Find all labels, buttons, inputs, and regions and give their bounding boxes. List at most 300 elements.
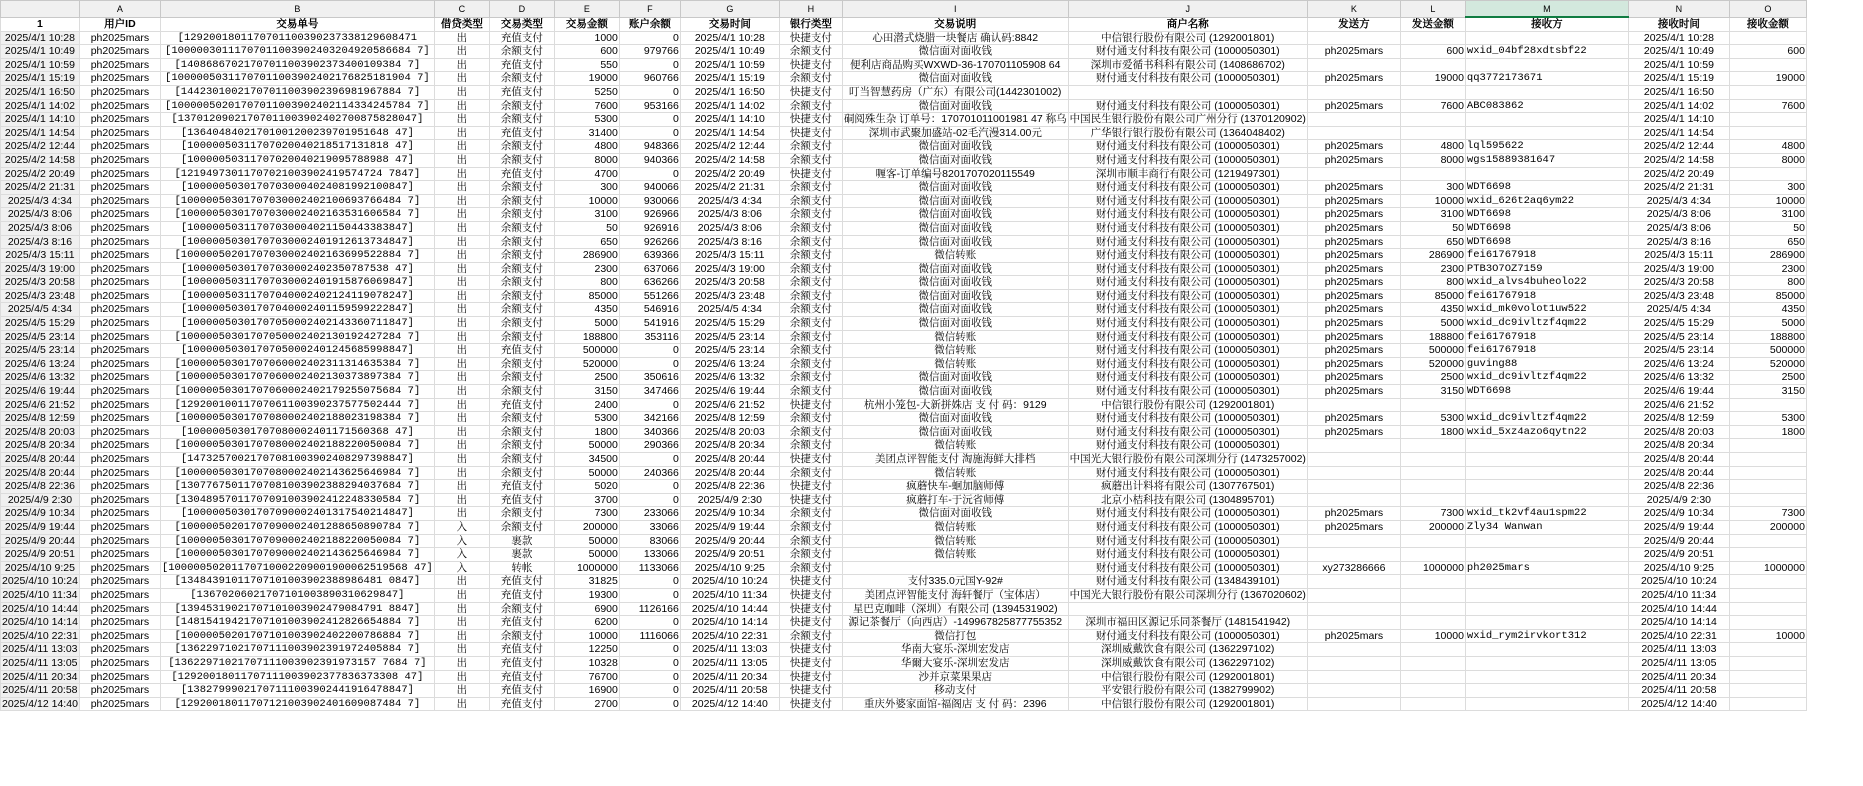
cell-k[interactable]: ph2025mars — [1307, 221, 1400, 235]
cell-f[interactable]: 541916 — [619, 317, 680, 331]
cell-j[interactable]: 财付通支付科技有限公司 (1000050301) — [1068, 385, 1307, 399]
cell-e[interactable]: 1800 — [554, 425, 619, 439]
cell-j[interactable]: 财付通支付科技有限公司 (1000050301) — [1068, 181, 1307, 195]
cell-l[interactable]: 85000 — [1400, 289, 1465, 303]
cell-l[interactable] — [1400, 453, 1465, 467]
cell-o[interactable] — [1729, 85, 1806, 99]
cell-m[interactable] — [1465, 85, 1628, 99]
cell-b[interactable]: [12194973011707021003902419574724 7847] — [160, 167, 434, 181]
cell-i[interactable]: 深圳市武聚加盛站-02毛汽漫314.00元 — [842, 126, 1068, 140]
cell-h[interactable]: 余额支付 — [779, 45, 842, 59]
cell-a[interactable]: ph2025mars — [79, 480, 160, 494]
cell-m[interactable] — [1465, 126, 1628, 140]
cell-c[interactable]: 出 — [434, 398, 489, 412]
cell-d[interactable]: 充值支付 — [489, 575, 554, 589]
cell-l[interactable] — [1400, 656, 1465, 670]
cell-h[interactable]: 余额支付 — [779, 289, 842, 303]
row-number[interactable]: 2025/4/11 13:05 — [2, 656, 78, 669]
cell-j[interactable]: 财付通支付科技有限公司 (1000050301) — [1068, 561, 1307, 575]
cell-e[interactable]: 5300 — [554, 412, 619, 426]
cell-f[interactable]: 637066 — [619, 262, 680, 276]
cell-c[interactable]: 出 — [434, 45, 489, 59]
cell-d[interactable]: 余额支付 — [489, 194, 554, 208]
column-header-e[interactable]: E — [554, 1, 619, 18]
cell-d[interactable]: 余额支付 — [489, 249, 554, 263]
cell-l[interactable]: 50 — [1400, 221, 1465, 235]
cell-a[interactable]: ph2025mars — [79, 684, 160, 698]
row-number[interactable]: 1 — [1, 17, 80, 31]
cell-o[interactable] — [1729, 466, 1806, 480]
cell-m[interactable]: Zly34 Wanwan — [1465, 520, 1628, 534]
cell-c[interactable]: 出 — [434, 439, 489, 453]
cell-i[interactable]: 微信面对面收钱 — [842, 507, 1068, 521]
cell-l[interactable] — [1400, 534, 1465, 548]
cell-e[interactable]: 85000 — [554, 289, 619, 303]
cell-f[interactable]: 0 — [619, 493, 680, 507]
cell-a[interactable]: ph2025mars — [79, 616, 160, 630]
cell-i[interactable]: 微信转账 — [842, 330, 1068, 344]
cell-c[interactable]: 出 — [434, 697, 489, 711]
cell-g[interactable]: 2025/4/5 4:34 — [680, 303, 779, 317]
cell-c[interactable]: 出 — [434, 235, 489, 249]
cell-l[interactable] — [1400, 113, 1465, 127]
cell-d[interactable]: 余额支付 — [489, 330, 554, 344]
cell-l[interactable] — [1400, 85, 1465, 99]
cell-d[interactable]: 余额支付 — [489, 140, 554, 154]
cell-m[interactable]: WDT6698 — [1465, 221, 1628, 235]
cell-c[interactable]: 出 — [434, 357, 489, 371]
cell-j[interactable] — [1068, 602, 1307, 616]
cell-m[interactable] — [1465, 58, 1628, 72]
cell-h[interactable]: 余额支付 — [779, 99, 842, 113]
cell-j[interactable]: 财付通支付科技有限公司 (1000050301) — [1068, 194, 1307, 208]
cell-n[interactable]: 2025/4/2 21:31 — [1628, 181, 1729, 195]
cell-n[interactable]: 2025/4/2 20:49 — [1628, 167, 1729, 181]
cell-e[interactable]: 286900 — [554, 249, 619, 263]
row-number[interactable]: 2025/4/11 20:34 — [2, 670, 78, 683]
cell-d[interactable]: 余额支付 — [489, 602, 554, 616]
cell-o[interactable] — [1729, 588, 1806, 602]
cell-j[interactable]: 财付通支付科技有限公司 (1000050301) — [1068, 221, 1307, 235]
cell-n[interactable]: 2025/4/8 20:44 — [1628, 453, 1729, 467]
cell-o[interactable] — [1729, 684, 1806, 698]
cell-d[interactable]: 充值支付 — [489, 344, 554, 358]
cell-c[interactable]: 出 — [434, 140, 489, 154]
cell-o[interactable]: 300 — [1729, 181, 1806, 195]
cell-c[interactable]: 出 — [434, 167, 489, 181]
cell-f[interactable]: 83066 — [619, 534, 680, 548]
cell-a[interactable]: ph2025mars — [79, 371, 160, 385]
cell-b[interactable]: [13622971021707111003902391972405884 7] — [160, 643, 434, 657]
cell-o[interactable]: 4350 — [1729, 303, 1806, 317]
cell-f[interactable]: 979766 — [619, 45, 680, 59]
cell-b[interactable]: [10000050311707030002401915876069847] — [160, 276, 434, 290]
cell-c[interactable]: 出 — [434, 507, 489, 521]
cell-d[interactable]: 余额支付 — [489, 507, 554, 521]
cell-j[interactable]: 财付通支付科技有限公司 (1000050301) — [1068, 249, 1307, 263]
cell-b[interactable]: [13640484021701001200239701951648 47] — [160, 126, 434, 140]
cell-e[interactable]: 4350 — [554, 303, 619, 317]
cell-k[interactable] — [1307, 588, 1400, 602]
cell-g[interactable]: 2025/4/8 22:36 — [680, 480, 779, 494]
cell-d[interactable]: 余额支付 — [489, 317, 554, 331]
row-number[interactable]: 2025/4/10 9:25 — [1, 561, 80, 575]
cell-k[interactable] — [1307, 670, 1400, 684]
cell-f[interactable]: 0 — [619, 656, 680, 670]
cell-o[interactable] — [1729, 126, 1806, 140]
cell-c[interactable]: 出 — [434, 385, 489, 399]
cell-e[interactable]: 6200 — [554, 616, 619, 630]
cell-i[interactable]: 微信转账 — [842, 357, 1068, 371]
table-row[interactable] — [1, 208, 1807, 222]
cell-a[interactable]: ph2025mars — [79, 548, 160, 562]
cell-h[interactable]: 余额支付 — [779, 181, 842, 195]
cell-h[interactable]: 余额支付 — [779, 221, 842, 235]
cell-l[interactable] — [1400, 439, 1465, 453]
cell-o[interactable] — [1729, 439, 1806, 453]
cell-f[interactable]: 33066 — [619, 520, 680, 534]
table-row[interactable] — [1, 629, 1807, 643]
cell-k[interactable]: ph2025mars — [1307, 357, 1400, 371]
cell-m[interactable] — [1465, 616, 1628, 630]
row-number[interactable]: 2025/4/8 20:44 — [1, 466, 80, 480]
cell-j[interactable]: 财付通支付科技有限公司 (1000050301) — [1068, 303, 1307, 317]
cell-b[interactable]: [13484391011707101003902388986481 0847] — [160, 575, 434, 589]
cell-h[interactable]: 快捷支付 — [779, 616, 842, 630]
cell-i[interactable]: 叮当智慧药房（广东）有限公司(1442301002) — [842, 85, 1068, 99]
cell-k[interactable]: ph2025mars — [1307, 330, 1400, 344]
cell-g[interactable]: 2025/4/3 4:34 — [680, 194, 779, 208]
cell-h[interactable]: 余额支付 — [779, 140, 842, 154]
cell-a[interactable]: ph2025mars — [79, 235, 160, 249]
cell-e[interactable]: 31825 — [554, 575, 619, 589]
cell-b[interactable]: [10000050201707011003902402114334245784 7] — [160, 99, 434, 113]
cell-j[interactable]: 财付通支付科技有限公司 (1000050301) — [1068, 629, 1307, 643]
column-header-b[interactable]: B — [160, 1, 434, 18]
cell-h[interactable]: 余额支付 — [779, 561, 842, 575]
cell-e[interactable]: 31400 — [554, 126, 619, 140]
cell-f[interactable]: 940366 — [619, 153, 680, 167]
cell-i[interactable]: 微信面对面收钱 — [842, 194, 1068, 208]
cell-a[interactable]: ph2025mars — [79, 330, 160, 344]
cell-i[interactable]: 微信面对面收钱 — [842, 99, 1068, 113]
cell-d[interactable]: 余额支付 — [489, 303, 554, 317]
cell-b[interactable]: [10000050201707090002401288650890784 7] — [160, 520, 434, 534]
cell-b[interactable]: [10000050301707050002401245685998847] — [160, 344, 434, 358]
cell-o[interactable] — [1729, 575, 1806, 589]
cell-h[interactable]: 余额支付 — [779, 208, 842, 222]
cell-l[interactable]: 10000 — [1400, 629, 1465, 643]
cell-g[interactable]: 2025/4/1 15:19 — [680, 72, 779, 86]
cell-g[interactable]: 2025/4/3 8:16 — [680, 235, 779, 249]
cell-l[interactable]: 5300 — [1400, 412, 1465, 426]
cell-e[interactable]: 12250 — [554, 643, 619, 657]
cell-m[interactable] — [1465, 113, 1628, 127]
cell-o[interactable] — [1729, 58, 1806, 72]
cell-f[interactable]: 930066 — [619, 194, 680, 208]
cell-g[interactable]: 2025/4/2 21:31 — [680, 181, 779, 195]
cell-a[interactable]: ph2025mars — [79, 507, 160, 521]
row-number[interactable]: 2025/4/5 23:14 — [1, 344, 80, 358]
cell-c[interactable]: 出 — [434, 221, 489, 235]
cell-h[interactable]: 余额支付 — [779, 330, 842, 344]
table-row[interactable] — [1, 520, 1807, 534]
cell-g[interactable]: 2025/4/1 16:50 — [680, 85, 779, 99]
cell-n[interactable]: 2025/4/3 4:34 — [1628, 194, 1729, 208]
table-row[interactable] — [1, 249, 1807, 263]
cell-g[interactable]: 2025/4/10 10:24 — [680, 575, 779, 589]
cell-c[interactable]: 出 — [434, 480, 489, 494]
cell-h[interactable]: 余额支付 — [779, 425, 842, 439]
cell-g[interactable]: 2025/4/1 14:54 — [680, 126, 779, 140]
cell-j[interactable]: 平安银行股份有限公司 (1382799902) — [1068, 684, 1307, 698]
cell-a[interactable]: ph2025mars — [79, 58, 160, 72]
cell-m[interactable]: ABC083862 — [1465, 99, 1628, 113]
cell-b[interactable]: [10000050301707080002401171560368 47] — [160, 425, 434, 439]
cell-a[interactable]: ph2025mars — [79, 85, 160, 99]
cell-d[interactable]: 余额支付 — [489, 289, 554, 303]
cell-d[interactable]: 余额支付 — [489, 453, 554, 467]
cell-g[interactable]: 2025/4/6 13:24 — [680, 357, 779, 371]
row-number[interactable]: 2025/4/6 13:32 — [1, 371, 80, 385]
cell-e[interactable]: 520000 — [554, 357, 619, 371]
cell-i[interactable]: 微信转账 — [842, 534, 1068, 548]
cell-f[interactable]: 0 — [619, 697, 680, 711]
cell-i[interactable]: 微信面对面收钱 — [842, 289, 1068, 303]
cell-o[interactable]: 7600 — [1729, 99, 1806, 113]
cell-j[interactable]: 北京小桔科技有限公司 (1304895701) — [1068, 493, 1307, 507]
cell-b[interactable]: [10000050301707050002402130192427284 7] — [160, 330, 434, 344]
cell-i[interactable]: 微信面对面收钱 — [842, 371, 1068, 385]
row-number[interactable]: 2025/4/2 21:31 — [1, 181, 80, 195]
cell-n[interactable]: 2025/4/3 8:06 — [1628, 221, 1729, 235]
cell-e[interactable]: 10000 — [554, 194, 619, 208]
cell-g[interactable]: 2025/4/10 14:44 — [680, 602, 779, 616]
cell-j[interactable]: 财付通支付科技有限公司 (1348439101) — [1068, 575, 1307, 589]
cell-o[interactable] — [1729, 656, 1806, 670]
cell-k[interactable]: ph2025mars — [1307, 262, 1400, 276]
cell-g[interactable]: 2025/4/3 23:48 — [680, 289, 779, 303]
table-row[interactable] — [1, 575, 1807, 589]
cell-k[interactable]: ph2025mars — [1307, 276, 1400, 290]
cell-b[interactable]: [10000050301707050002402143360711847] — [160, 317, 434, 331]
cell-n[interactable]: 2025/4/6 13:32 — [1628, 371, 1729, 385]
cell-b[interactable]: [14423010021707011003902396981967884 7] — [160, 85, 434, 99]
cell-i[interactable]: 便利店商品购买WXWD-36-170701105908 64 — [842, 58, 1068, 72]
cell-h[interactable]: 快捷支付 — [779, 31, 842, 45]
cell-h[interactable]: 余额支付 — [779, 520, 842, 534]
cell-f[interactable]: 0 — [619, 643, 680, 657]
cell-f[interactable]: 1126166 — [619, 602, 680, 616]
cell-c[interactable]: 出 — [434, 643, 489, 657]
table-row[interactable] — [1, 113, 1807, 127]
cell-c[interactable]: 出 — [434, 126, 489, 140]
cell-m[interactable] — [1465, 684, 1628, 698]
cell-n[interactable]: 2025/4/3 15:11 — [1628, 249, 1729, 263]
cell-f[interactable]: 0 — [619, 58, 680, 72]
cell-j[interactable]: 财付通支付科技有限公司 (1000050301) — [1068, 507, 1307, 521]
cell-b[interactable]: [12920010011707061100390237577502444 7] — [160, 398, 434, 412]
table-row[interactable] — [1, 670, 1807, 684]
table-row[interactable] — [1, 276, 1807, 290]
cell-n[interactable]: 2025/4/3 23:48 — [1628, 289, 1729, 303]
cell-h[interactable]: 快捷支付 — [779, 453, 842, 467]
cell-l[interactable] — [1400, 398, 1465, 412]
row-number[interactable]: 2025/4/5 15:29 — [1, 317, 80, 331]
cell-c[interactable]: 出 — [434, 181, 489, 195]
cell-l[interactable] — [1400, 575, 1465, 589]
cell-c[interactable]: 出 — [434, 276, 489, 290]
cell-h[interactable]: 快捷支付 — [779, 398, 842, 412]
cell-i[interactable]: 星巴克咖啡（深圳）有限公司 (1394531902) — [842, 602, 1068, 616]
table-row[interactable] — [1, 412, 1807, 426]
cell-l[interactable]: 3100 — [1400, 208, 1465, 222]
cell-c[interactable]: 出 — [434, 493, 489, 507]
table-row[interactable] — [1, 235, 1807, 249]
cell-o[interactable]: 3100 — [1729, 208, 1806, 222]
cell-a[interactable]: ph2025mars — [79, 453, 160, 467]
cell-k[interactable]: ph2025mars — [1307, 385, 1400, 399]
cell-b[interactable]: [10000050301707090002402188220050084 7] — [160, 534, 434, 548]
cell-d[interactable]: 充值支付 — [489, 31, 554, 45]
cell-j[interactable]: 深圳市福田区源记乐同茶餐厅 (1481541942) — [1068, 616, 1307, 630]
cell-n[interactable]: 2025/4/8 20:44 — [1628, 466, 1729, 480]
row-number[interactable]: 2025/4/2 12:44 — [1, 140, 80, 154]
cell-c[interactable]: 出 — [434, 412, 489, 426]
cell-m[interactable]: wxid_5xz4azo6qytn22 — [1465, 425, 1628, 439]
cell-c[interactable]: 入 — [434, 548, 489, 562]
cell-k[interactable] — [1307, 31, 1400, 45]
cell-f[interactable]: 1133066 — [619, 561, 680, 575]
cell-d[interactable]: 充值支付 — [489, 588, 554, 602]
cell-j[interactable]: 深圳威戴饮食有限公司 (1362297102) — [1068, 643, 1307, 657]
row-number[interactable]: 2025/4/2 20:49 — [1, 167, 80, 181]
cell-f[interactable]: 0 — [619, 588, 680, 602]
cell-c[interactable]: 出 — [434, 249, 489, 263]
row-number[interactable]: 2025/4/6 21:52 — [1, 398, 80, 412]
cell-d[interactable]: 余额支付 — [489, 412, 554, 426]
cell-g[interactable]: 2025/4/8 20:44 — [680, 453, 779, 467]
cell-n[interactable]: 2025/4/10 14:14 — [1628, 616, 1729, 630]
cell-h[interactable]: 快捷支付 — [779, 575, 842, 589]
row-number[interactable]: 2025/4/11 13:03 — [2, 643, 78, 656]
cell-o[interactable]: 85000 — [1729, 289, 1806, 303]
cell-c[interactable]: 出 — [434, 616, 489, 630]
cell-j[interactable]: 中信银行股份有限公司 (1292001801) — [1068, 398, 1307, 412]
cell-o[interactable]: 500000 — [1729, 344, 1806, 358]
cell-n[interactable]: 2025/4/2 14:58 — [1628, 153, 1729, 167]
table-row[interactable] — [1, 588, 1807, 602]
cell-j[interactable]: 财付通支付科技有限公司 (1000050301) — [1068, 153, 1307, 167]
cell-n[interactable]: 2025/4/11 20:34 — [1628, 670, 1729, 684]
cell-o[interactable]: 7300 — [1729, 507, 1806, 521]
row-number[interactable]: 2025/4/3 8:16 — [1, 235, 80, 249]
cell-o[interactable]: 2300 — [1729, 262, 1806, 276]
cell-k[interactable]: ph2025mars — [1307, 507, 1400, 521]
cell-o[interactable]: 650 — [1729, 235, 1806, 249]
table-row[interactable] — [1, 643, 1807, 657]
cell-n[interactable]: 2025/4/8 22:36 — [1628, 480, 1729, 494]
cell-i[interactable]: 疯蘑打车-于沅省师傅 — [842, 493, 1068, 507]
cell-i[interactable]: 微信面对面收钱 — [842, 276, 1068, 290]
cell-e[interactable]: 800 — [554, 276, 619, 290]
cell-c[interactable]: 出 — [434, 31, 489, 45]
table-row[interactable] — [1, 330, 1807, 344]
cell-c[interactable]: 入 — [434, 534, 489, 548]
cell-f[interactable]: 353116 — [619, 330, 680, 344]
cell-e[interactable]: 76700 — [554, 670, 619, 684]
cell-a[interactable]: ph2025mars — [79, 181, 160, 195]
cell-h[interactable]: 余额支付 — [779, 385, 842, 399]
cell-b[interactable]: [10000050301707060002402179255075684 7] — [160, 385, 434, 399]
column-header-i[interactable]: I — [842, 1, 1068, 18]
cell-j[interactable]: 财付通支付科技有限公司 (1000050301) — [1068, 99, 1307, 113]
cell-j[interactable]: 中国光大银行股份有限公司深圳分行 (1473257002) — [1069, 453, 1306, 465]
cell-g[interactable]: 2025/4/1 14:10 — [680, 113, 779, 127]
cell-d[interactable]: 余额支付 — [489, 181, 554, 195]
cell-o[interactable] — [1729, 113, 1806, 127]
cell-m[interactable] — [1465, 480, 1628, 494]
table-row[interactable] — [1, 58, 1807, 72]
cell-m[interactable]: wxid_rym2irvkort312 — [1465, 629, 1628, 643]
cell-f[interactable]: 0 — [619, 126, 680, 140]
cell-f[interactable]: 948366 — [619, 140, 680, 154]
cell-f[interactable]: 0 — [619, 616, 680, 630]
cell-i[interactable]: 美团点评智能支付 淘施海鲜大排档 — [842, 453, 1068, 467]
cell-f[interactable]: 133066 — [619, 548, 680, 562]
cell-k[interactable] — [1307, 602, 1400, 616]
table-row[interactable] — [1, 398, 1807, 412]
cell-n[interactable]: 2025/4/8 12:59 — [1628, 412, 1729, 426]
cell-m[interactable]: guving88 — [1465, 357, 1628, 371]
row-number[interactable]: 2025/4/3 19:00 — [1, 262, 80, 276]
cell-d[interactable]: 余额支付 — [489, 425, 554, 439]
cell-m[interactable] — [1465, 493, 1628, 507]
cell-k[interactable] — [1307, 656, 1400, 670]
cell-o[interactable] — [1729, 548, 1806, 562]
cell-b[interactable]: [10000050311707020040219095788988 47] — [160, 153, 434, 167]
cell-m[interactable] — [1465, 575, 1628, 589]
cell-o[interactable]: 8000 — [1729, 153, 1806, 167]
cell-f[interactable]: 926916 — [619, 221, 680, 235]
cell-l[interactable] — [1400, 466, 1465, 480]
select-all-corner[interactable] — [1, 1, 80, 18]
cell-h[interactable]: 余额支付 — [779, 249, 842, 263]
cell-l[interactable]: 10000 — [1400, 194, 1465, 208]
cell-c[interactable]: 出 — [434, 72, 489, 86]
cell-m[interactable] — [1465, 602, 1628, 616]
cell-g[interactable]: 2025/4/1 14:02 — [680, 99, 779, 113]
cell-k[interactable]: ph2025mars — [1307, 45, 1400, 59]
cell-b[interactable]: [14732570021707081003902408297398847] — [160, 453, 434, 467]
cell-e[interactable]: 10328 — [554, 656, 619, 670]
cell-a[interactable]: ph2025mars — [79, 466, 160, 480]
cell-d[interactable]: 余额支付 — [489, 466, 554, 480]
cell-l[interactable]: 4350 — [1400, 303, 1465, 317]
cell-g[interactable]: 2025/4/5 15:29 — [680, 317, 779, 331]
cell-n[interactable]: 2025/4/5 15:29 — [1628, 317, 1729, 331]
row-number[interactable]: 2025/4/9 19:44 — [1, 520, 80, 534]
cell-b[interactable]: [10000050301707030002401912613734847] — [160, 235, 434, 249]
cell-e[interactable]: 34500 — [554, 453, 619, 467]
cell-k[interactable]: ph2025mars — [1307, 303, 1400, 317]
table-row[interactable] — [1, 507, 1807, 521]
cell-h[interactable]: 快捷支付 — [779, 656, 842, 670]
cell-b[interactable]: [13622971021707111003902391973157 7684 7] — [160, 656, 434, 670]
row-number[interactable]: 2025/4/9 2:30 — [1, 493, 80, 507]
cell-c[interactable]: 出 — [434, 670, 489, 684]
cell-e[interactable]: 4700 — [554, 167, 619, 181]
